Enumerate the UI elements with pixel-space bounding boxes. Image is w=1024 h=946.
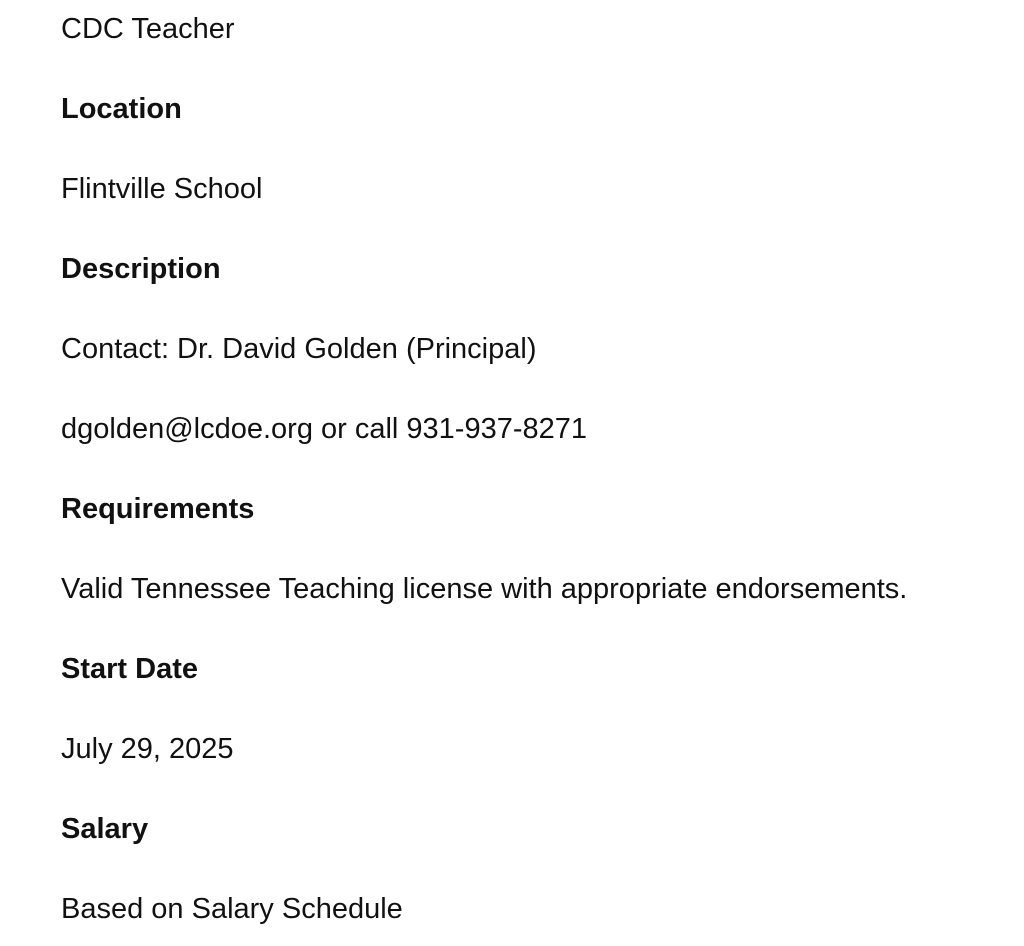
location-value: Flintville School [61, 173, 263, 205]
description-contact: Contact: Dr. David Golden (Principal) [61, 333, 537, 365]
location-label: Location [61, 93, 182, 125]
requirements-value: Valid Tennessee Teaching license with appropriate endorsements. [61, 573, 908, 605]
job-title: CDC Teacher [61, 13, 235, 45]
description-contact-details: dgolden@lcdoe.org or call 931-937-8271 [61, 413, 588, 445]
description-label: Description [61, 253, 221, 285]
requirements-label: Requirements [61, 493, 255, 525]
start-date-value: July 29, 2025 [61, 733, 234, 765]
start-date-label: Start Date [61, 653, 198, 685]
salary-label: Salary [61, 813, 149, 845]
salary-value: Based on Salary Schedule [61, 893, 403, 925]
